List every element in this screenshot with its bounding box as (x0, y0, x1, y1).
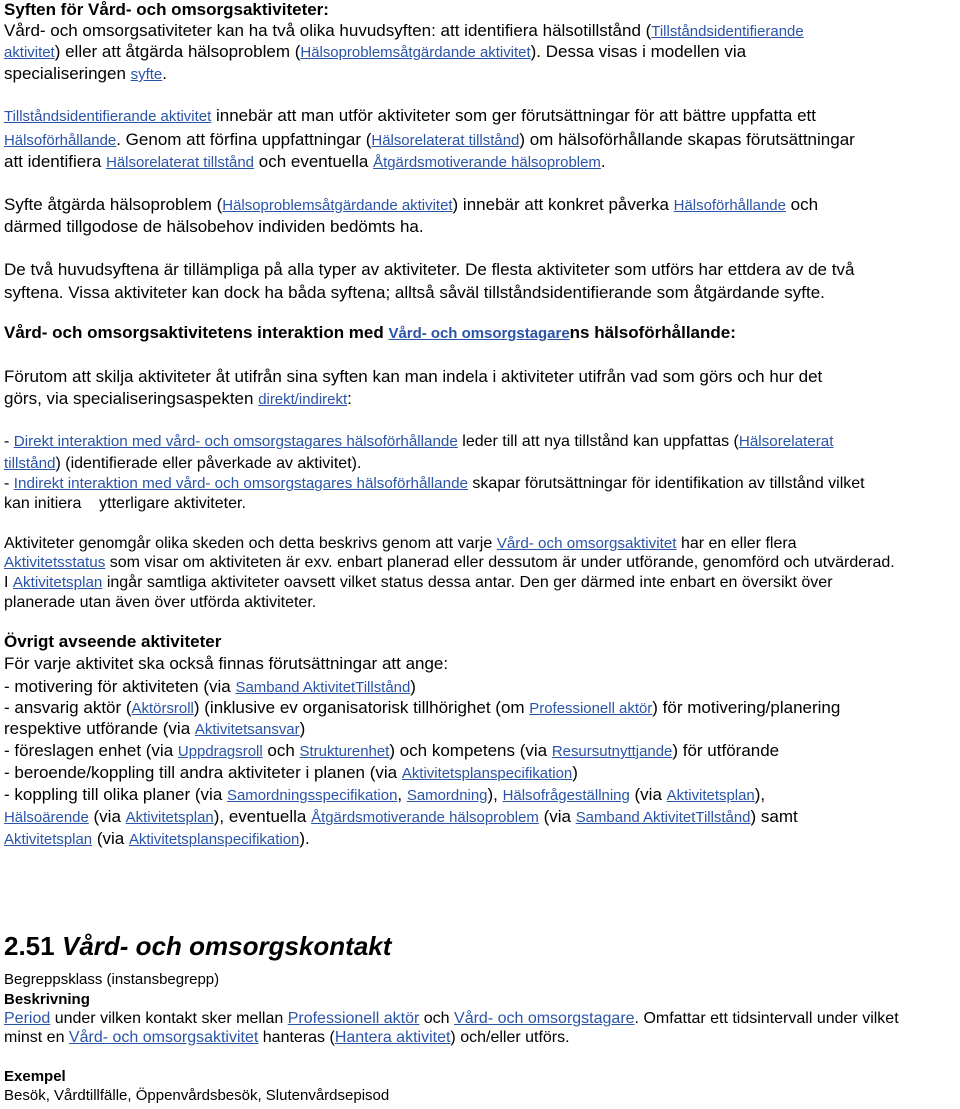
link-aktivitetsplan[interactable]: Aktivitetsplan (12, 574, 103, 591)
haa-line-2: därmed tillgodose de hälsobehov individen bedömts ha. (4, 217, 424, 236)
link-halsorelaterat-tillstand-3[interactable]: Hälsorelaterat (738, 433, 834, 450)
link-samordning[interactable]: Samordning (406, 787, 488, 804)
intro-title: Syften för Vård- och omsorgsaktiviteter: (4, 0, 329, 19)
intro-line-2: aktivitet) eller att åtgärda hälsoproblem (Hälsoproblemsåtgärdande aktivitet). Dessa visas i modellen via (4, 42, 747, 61)
link-vard-och-omsorgsaktivitet-2[interactable]: Vård- och omsorgsaktivitet (68, 1029, 259, 1046)
link-tillstandsidentifierande-aktivitet[interactable]: Tillståndsidentifierande (651, 23, 804, 40)
ovrigt-row-1: - motivering för aktiviteten (via Samband AktivitetTillstånd) (4, 677, 416, 696)
link-halsoarende[interactable]: Hälsoärende (4, 809, 89, 826)
link-vard-och-omsorgstagare-2[interactable]: Vård- och omsorgstagare (454, 1010, 635, 1027)
link-tillstandsidentifierande-aktivitet-2[interactable]: Tillståndsidentifierande aktivitet (4, 108, 212, 125)
link-direkt-indirekt[interactable]: direkt/indirekt (258, 391, 348, 408)
link-halsoproblemsatgardande-aktivitet[interactable]: Hälsoproblemsåtgärdande aktivitet (300, 44, 531, 61)
link-resursutnyttjande[interactable]: Resursutnyttjande (551, 743, 673, 760)
link-aktivitetsstatus[interactable]: Aktivitetsstatus (4, 554, 106, 571)
ovrigt-row-2: - ansvarig aktör (Aktörsroll) (inklusive ev organisatorisk tillhörighet (om Professionell aktör) för motivering/planering (4, 698, 841, 717)
link-aktivitetsplan-4[interactable]: Aktivitetsplan (4, 831, 93, 848)
link-syfte[interactable]: syfte (130, 66, 163, 83)
link-aktivitetsplanspecifikation-2[interactable]: Aktivitetsplanspecifikation (128, 831, 300, 848)
interaction-heading: Vård- och omsorgsaktivitetens interaktion med Vård- och omsorgstagarens hälsoförhållande: (4, 323, 736, 342)
status-line-2: Aktivitetsstatus som visar om aktiviteten är exv. enbart planerad eller dessutom är under utförande, genomförd och utvärderad. (4, 554, 895, 571)
status-line-1: Aktiviteter genomgår olika skeden och detta beskrivs genom att varje Vård- och omsorgsaktivitet har en eller flera (4, 535, 797, 552)
link-uppdragsroll[interactable]: Uppdragsroll (177, 743, 263, 760)
interaction-p1-line-2: görs, via specialiseringsaspekten direkt/indirekt: (4, 389, 352, 408)
section-number: 2.51 (4, 931, 55, 961)
link-atgardsmotiverande-halsoproblem[interactable]: Åtgärdsmotiverande hälsoproblem (373, 154, 601, 171)
direkt-line-1: - Direkt interaktion med vård- och omsorgstagares hälsoförhållande leder till att nya tillstånd kan uppfattas (Hälsorelaterat (4, 433, 834, 450)
link-halsoforhallande[interactable]: Hälsoförhållande (4, 132, 117, 149)
ovrigt-row-4: - föreslagen enhet (via Uppdragsroll och Strukturenhet) och kompetens (via Resursutnyttjande) för utförande (4, 741, 780, 760)
link-samband-aktivitettillstand-2[interactable]: Samband AktivitetTillstånd (575, 809, 751, 826)
link-professionell-aktor[interactable]: Professionell aktör (529, 700, 653, 717)
haa-line-1: Syfte åtgärda hälsoproblem (Hälsoproblemsåtgärdande aktivitet) innebär att konkret påverka Hälsoförhållande och (4, 195, 819, 214)
tia-line-3: att identifiera Hälsorelaterat tillstånd och eventuella Åtgärdsmotiverande hälsoproblem. (4, 152, 606, 171)
link-strukturenhet[interactable]: Strukturenhet (299, 743, 390, 760)
ovrigt-heading: Övrigt avseende aktiviteter (4, 632, 222, 651)
link-aktorsroll[interactable]: Aktörsroll (131, 700, 194, 717)
link-vard-och-omsorgsaktivitet[interactable]: Vård- och omsorgsaktivitet (496, 535, 677, 552)
link-aktivitetsplan-2[interactable]: Aktivitetsplan (666, 787, 755, 804)
ovrigt-row-5: - beroende/koppling till andra aktiviteter i planen (via Aktivitetsplanspecifikation) (4, 763, 578, 782)
link-halsoproblemsatgardande-aktivitet-2[interactable]: Hälsoproblemsåtgärdande aktivitet (222, 197, 453, 214)
link-samordningsspecifikation[interactable]: Samordningsspecifikation (227, 787, 398, 804)
link-period[interactable]: Period (4, 1010, 51, 1027)
indirekt-line-2: kan initiera ytterligare aktiviteter. (4, 495, 246, 512)
tia-line-2: Hälsoförhållande. Genom att förfina uppfattningar (Hälsorelaterat tillstånd) om hälsoförhållande skapas förutsättningar (4, 130, 855, 149)
exempel-text: Besök, Vårdtillfälle, Öppenvårdsbesök, Slutenvårdsepisod (4, 1087, 390, 1104)
link-samband-aktivitettillstand[interactable]: Samband AktivitetTillstånd (235, 679, 411, 696)
link-aktivitetsplan-3[interactable]: Aktivitetsplan (125, 809, 214, 826)
ovrigt-row-6: - koppling till olika planer (via Samordningsspecifikation, Samordning), Hälsofrågeställning (via Aktivitetsplan), (4, 785, 766, 804)
link-aktivitetsplanspecifikation[interactable]: Aktivitetsplanspecifikation (401, 765, 573, 782)
status-line-3: I Aktivitetsplan ingår samtliga aktiviteter oavsett vilket status dessa antar. Den ger därmed inte enbart en översikt över (4, 574, 833, 591)
exempel-label: Exempel (4, 1068, 66, 1085)
both-line-1: De två huvudsyftena är tillämpliga på alla typer av aktiviteter. De flesta aktiviteter som utförs har ettdera av de två (4, 260, 855, 279)
link-direkt-interaktion[interactable]: Direkt interaktion med vård- och omsorgstagares hälsoförhållande (13, 433, 458, 450)
tia-line-1: Tillståndsidentifierande aktivitet innebär att man utför aktiviteter som ger förutsättningar för att bättre uppfatta ett (4, 106, 816, 125)
intro-line-3: specialiseringen syfte. (4, 64, 167, 83)
direkt-line-2: tillstånd) (identifierade eller påverkade av aktivitet). (4, 455, 362, 472)
link-hantera-aktivitet[interactable]: Hantera aktivitet (334, 1029, 451, 1046)
ovrigt-row-3: respektive utförande (via Aktivitetsansvar) (4, 719, 306, 738)
link-halsofragestallning[interactable]: Hälsofrågeställning (502, 787, 630, 804)
intro-line-1: Vård- och omsorgsativiteter kan ha två olika huvudsyften: att identifiera hälsotillstånd (Tillståndsidentifierande (4, 21, 804, 40)
indirekt-line-1: - Indirekt interaktion med vård- och omsorgstagares hälsoförhållande skapar förutsättningar för identifikation av tillstånd vilket (4, 475, 865, 492)
link-halsoforhallande-2[interactable]: Hälsoförhållande (673, 197, 786, 214)
section-title: Vård- och omsorgskontakt (62, 931, 392, 961)
beskrivning-line-2: minst en Vård- och omsorgsaktivitet hanteras (Hantera aktivitet) och/eller utförs. (4, 1029, 570, 1046)
ovrigt-row-7: Hälsoärende (via Aktivitetsplan), eventuella Åtgärdsmotiverande hälsoproblem (via Samband AktivitetTillstånd) samt (4, 807, 798, 826)
link-professionell-aktor-2[interactable]: Professionell aktör (287, 1010, 420, 1027)
link-halsorelaterat-tillstand-3-cont[interactable]: tillstånd (4, 455, 56, 472)
both-line-2: syftena. Vissa aktiviteter kan dock ha båda syftena; alltså såväl tillståndsidentifierande som åtgärdande syfte. (4, 283, 825, 302)
link-aktivitetsansvar[interactable]: Aktivitetsansvar (194, 721, 300, 738)
section-heading (4, 932, 391, 962)
status-line-4: planerade utan även över utförda aktiviteter. (4, 594, 317, 611)
interaction-p1-line-1: Förutom att skilja aktiviteter åt utifrån sina syften kan man indela i aktiviteter utifrån vad som görs och hur det (4, 367, 823, 386)
link-atgardsmotiverande-halsoproblem-2[interactable]: Åtgärdsmotiverande hälsoproblem (311, 809, 539, 826)
ovrigt-intro: För varje aktivitet ska också finnas förutsättningar att ange: (4, 654, 449, 673)
link-vard-och-omsorgstagare[interactable]: Vård- och omsorgstagare (388, 325, 570, 342)
link-indirekt-interaktion[interactable]: Indirekt interaktion med vård- och omsorgstagares hälsoförhållande (13, 475, 468, 492)
link-tillstandsidentifierande-aktivitet-cont[interactable]: aktivitet (4, 44, 55, 61)
ovrigt-row-8: Aktivitetsplan (via Aktivitetsplanspecifikation). (4, 829, 310, 848)
beskrivning-line-1: Period under vilken kontakt sker mellan Professionell aktör och Vård- och omsorgstagare. Omfattar ett tidsintervall under vilket (4, 1010, 899, 1027)
link-halsorelaterat-tillstand-2[interactable]: Hälsorelaterat tillstånd (106, 154, 255, 171)
link-halsorelaterat-tillstand[interactable]: Hälsorelaterat tillstånd (371, 132, 520, 149)
beskrivning-label: Beskrivning (4, 991, 90, 1008)
section-class: Begreppsklass (instansbegrepp) (4, 971, 220, 988)
